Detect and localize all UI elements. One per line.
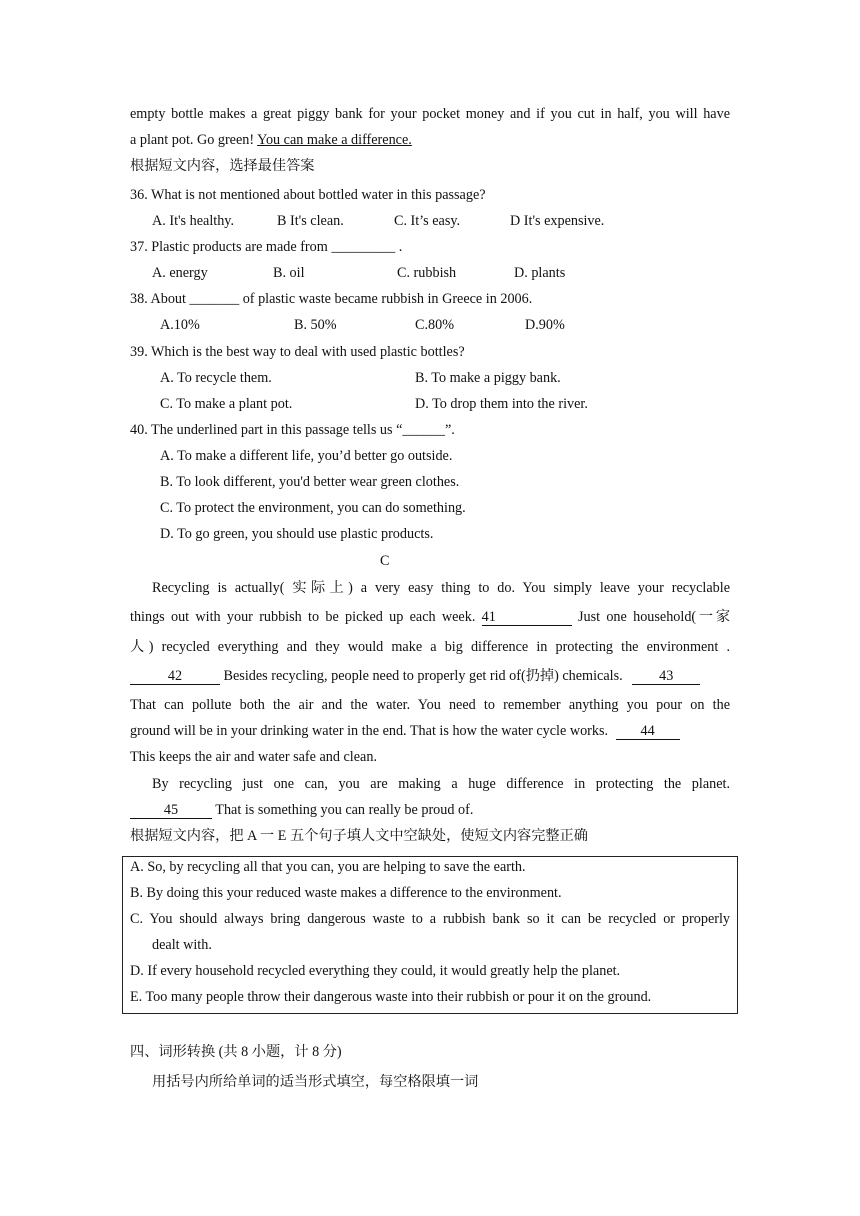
passage-text: ground will be in your drinking water in the end. That is how the water cycle works. <box>130 723 609 739</box>
question-stem: 36. What is not mentioned about bottled water in this passage? <box>130 187 486 203</box>
instruction-b: 根据短文内容，选择最佳答案 <box>130 158 315 174</box>
option: A. To recycle them. <box>160 370 272 386</box>
passage-line: That can pollute both the air and the water. You need to remember anything you pour on the <box>130 697 730 713</box>
option: B. oil <box>273 265 305 281</box>
passage-line <box>130 721 680 741</box>
instruction-c: 根据短文内容，把 A 一 E 五个句子填人文中空缺处，使短文内容完整正确 <box>130 828 588 844</box>
section-letter: C <box>380 553 390 569</box>
option: D. To go green, you should use plastic products. <box>160 526 434 542</box>
option: A. To make a different life, you’d better go outside. <box>160 448 453 464</box>
option-e: E. Too many people throw their dangerous waste into their rubbish or pour it on the ground. <box>130 989 652 1005</box>
option: B. To look different, you'd better wear green clothes. <box>160 474 460 490</box>
section-four-instruction: 用括号内所给单词的适当形式填空，每空格限填一词 <box>152 1074 479 1090</box>
underlined-sentence: You can make a difference. <box>257 132 412 148</box>
option: B. 50% <box>294 317 337 333</box>
option-d: D. If every household recycled everything they could, it would greatly help the planet. <box>130 963 621 979</box>
option: A. It's healthy. <box>152 213 235 229</box>
question-stem: 40. The underlined part in this passage tells us “______”. <box>130 422 455 438</box>
passage-line: By recycling just one can, you are making a huge difference in protecting the planet. <box>152 776 730 792</box>
passage-text: Just one household(一家 <box>577 609 731 625</box>
option: C. To make a plant pot. <box>160 396 293 412</box>
blank-41: 41 <box>482 609 572 626</box>
option: C.80% <box>415 317 455 333</box>
passage-line <box>130 607 730 627</box>
option: D.90% <box>525 317 565 333</box>
option: D It's expensive. <box>510 213 605 229</box>
section-four-heading: 四、词形转换 (共 8 小题，计 8 分) <box>130 1044 342 1060</box>
blank-42: 42 <box>130 668 220 685</box>
blank-45: 45 <box>130 802 212 819</box>
passage-line: Recycling is actually( 实际上) a very easy thing to do. You simply leave your recyclable <box>152 580 730 596</box>
passage-text: a plant pot. Go green! <box>130 132 258 148</box>
passage-line <box>130 800 473 820</box>
option: B. To make a piggy bank. <box>415 370 561 386</box>
passage-line: This keeps the air and water safe and clean. <box>130 749 377 765</box>
option: D. plants <box>514 265 566 281</box>
option: A.10% <box>160 317 200 333</box>
passage-line: 人) recycled everything and they would make a big difference in protecting the environment . <box>130 639 730 655</box>
passage-line <box>130 666 700 686</box>
option: C. It’s easy. <box>394 213 461 229</box>
option: D. To drop them into the river. <box>415 396 588 412</box>
option: B It's clean. <box>277 213 344 229</box>
passage-line: empty bottle makes a great piggy bank for your pocket money and if you cut in half, you will have <box>130 106 730 122</box>
passage-text: things out with your rubbish to be picked up each week. <box>130 609 476 625</box>
passage-line <box>130 130 412 150</box>
question-stem: 37. Plastic products are made from _________ . <box>130 239 403 255</box>
option: A. energy <box>152 265 208 281</box>
option: C. rubbish <box>397 265 457 281</box>
blank-43: 43 <box>632 668 700 685</box>
passage-text: That is something you can really be proud of. <box>215 802 474 818</box>
option-b: B. By doing this your reduced waste makes a difference to the environment. <box>130 885 562 901</box>
option-c: C. You should always bring dangerous waste to a rubbish bank so it can be recycled or properly <box>130 911 730 927</box>
question-stem: 39. Which is the best way to deal with used plastic bottles? <box>130 344 465 360</box>
option-a: A. So, by recycling all that you can, you are helping to save the earth. <box>130 859 526 875</box>
option: C. To protect the environment, you can do something. <box>160 500 466 516</box>
passage-text: Besides recycling, people need to properly get rid of(扔掉) chemicals. <box>223 668 623 684</box>
blank-44: 44 <box>616 723 680 740</box>
question-stem: 38. About _______ of plastic waste became rubbish in Greece in 2006. <box>130 291 533 307</box>
option-c-continued: dealt with. <box>152 937 212 953</box>
